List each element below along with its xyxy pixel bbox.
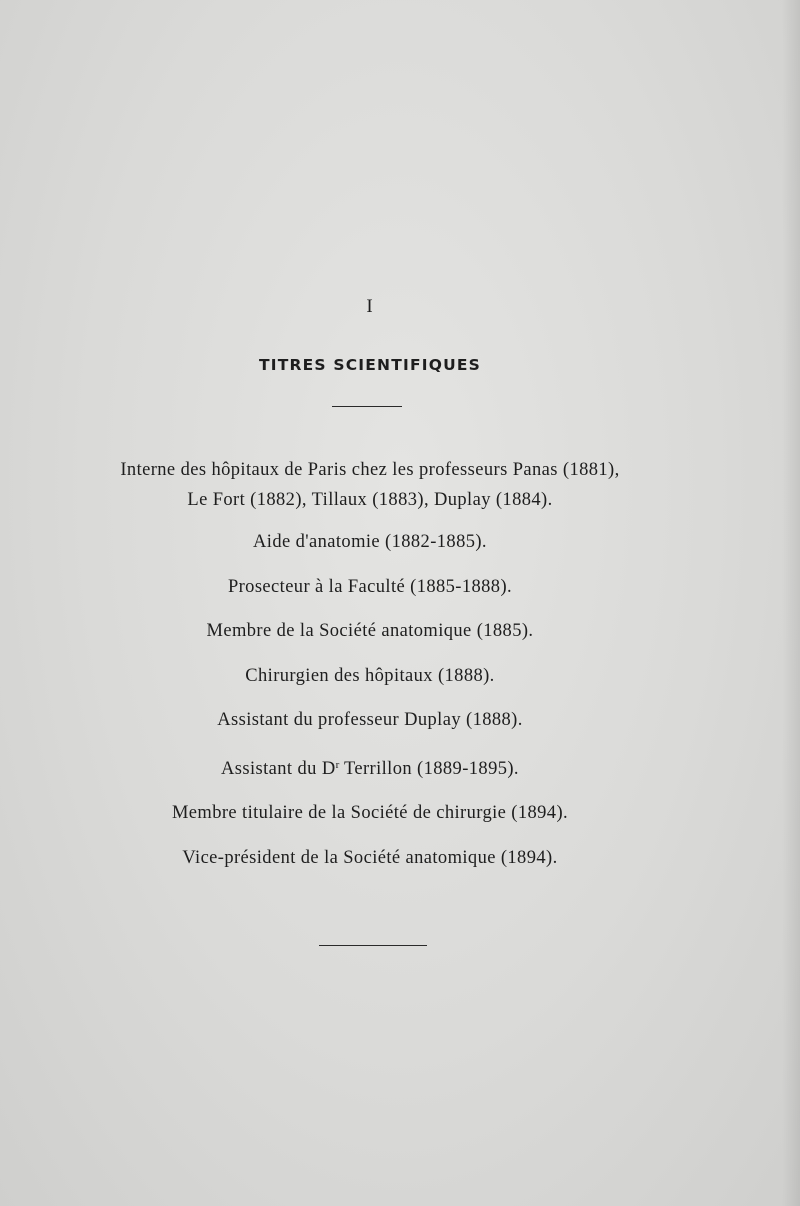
entry-aide-anatomie: Aide d'anatomie (1882-1885). bbox=[253, 532, 487, 552]
section-title: TITRES SCIENTIFIQUES bbox=[258, 356, 482, 374]
entry-assistant-duplay: Assistant du professeur Duplay (1888). bbox=[217, 710, 523, 730]
entry-vice-president: Vice-président de la Société anatomique (1894). bbox=[182, 847, 558, 868]
entry-membre-societe-anatomique: Membre de la Société anatomique (1885). bbox=[206, 621, 534, 641]
closing-rule bbox=[319, 945, 427, 946]
entry-membre-societe-chirurgie: Membre titulaire de la Société de chirurgie (1894). bbox=[171, 803, 569, 823]
entry-interne-line-2: Le Fort (1882), Tillaux (1883), Duplay (1884). bbox=[187, 490, 553, 510]
section-number: I bbox=[366, 296, 374, 317]
entry-assistant-terrillon-superscript: r bbox=[335, 758, 340, 771]
entry-assistant-terrillon-suffix: Terrillon (1889-1895). bbox=[339, 758, 519, 779]
entry-chirurgien: Chirurgien des hôpitaux (1888). bbox=[245, 665, 495, 686]
entry-prosecteur: Prosecteur à la Faculté (1885-1888). bbox=[227, 576, 513, 597]
entry-interne-line-1: Interne des hôpitaux de Paris chez les professeurs Panas (1881), bbox=[120, 460, 620, 480]
page-edge-shadow bbox=[782, 0, 800, 1206]
title-rule bbox=[332, 406, 402, 407]
entry-assistant-terrillon bbox=[70, 751, 670, 783]
titles-list bbox=[70, 456, 670, 888]
entry-assistant-terrillon-prefix: Assistant du D bbox=[221, 758, 336, 779]
